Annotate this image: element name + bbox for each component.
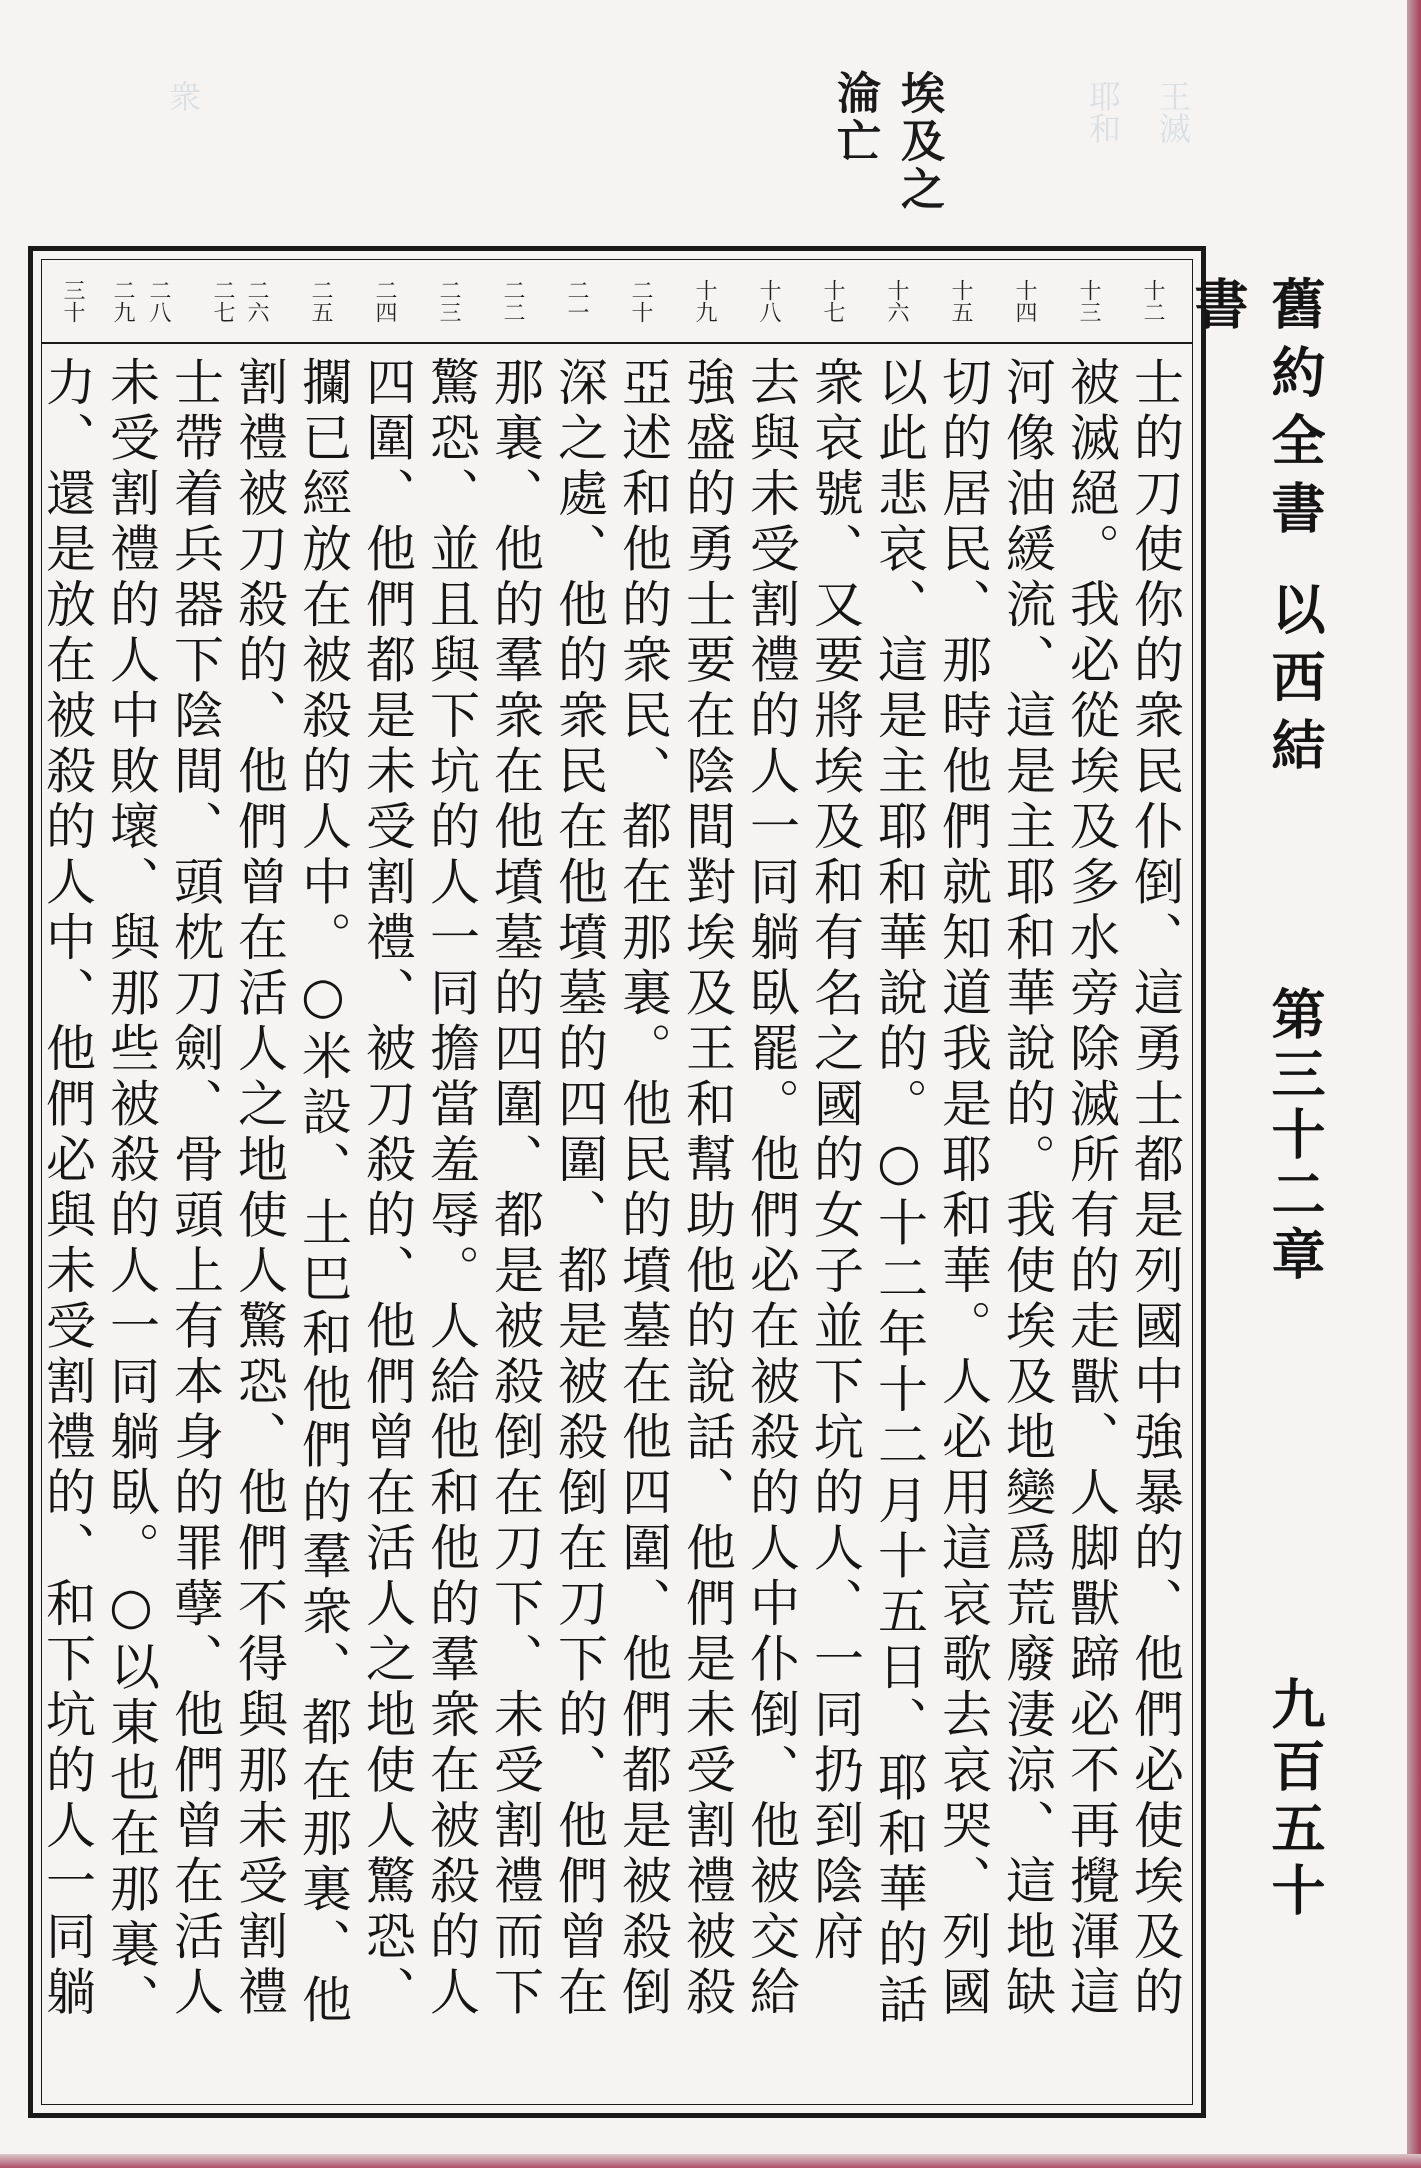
text-column: 切的居民、那時他們就知道我是耶和華。人必用這哀歌去哀哭、列國 bbox=[934, 356, 992, 2021]
verse-marker: 十七 bbox=[820, 279, 845, 323]
verse-marker: 二五 bbox=[308, 279, 333, 323]
text-column: 衆哀號、又要將埃及和有名之國的女子並下坑的人、一同扔到陰府 bbox=[806, 356, 864, 1966]
verse-marker: 十九 bbox=[692, 279, 717, 323]
text-column: 士的刀使你的衆民仆倒、這勇士都是列國中強暴的、他們必使埃及的 bbox=[1126, 356, 1184, 2021]
book-title: 舊約全書 以西結書 bbox=[1186, 276, 1327, 785]
text-column: 攔已經放在被殺的人中。○米設、土巴和他們的羣衆、都在那裏、他 bbox=[294, 356, 352, 2029]
verse-marker: 二二 bbox=[500, 279, 525, 323]
text-column: 未受割禮的人中敗壞、與那些被殺的人一同躺臥。○以東也在那裏、 bbox=[102, 356, 160, 2029]
text-column: 被滅絕。我必從埃及多水旁除滅所有的走獸、人脚獸蹄必不再攪渾這 bbox=[1062, 356, 1120, 2021]
verse-marker: 二六 bbox=[244, 279, 269, 323]
verse-marker: 十二 bbox=[1140, 279, 1165, 323]
text-column: 強盛的勇士要在陰間對埃及王和幫助他的說話、他們是未受割禮被殺 bbox=[678, 356, 736, 2021]
verse-marker: 十四 bbox=[1012, 279, 1037, 323]
text-column: 驚恐、並且與下坑的人一同擔當羞辱。人給他和他的羣衆在被殺的人 bbox=[422, 356, 480, 2021]
page-edge bbox=[1407, 0, 1421, 2168]
text-column: 河像油緩流、這是主耶和華說的。我使埃及地變爲荒廢淒涼、這地缺 bbox=[998, 356, 1056, 2021]
verse-marker: 二九 bbox=[110, 279, 135, 323]
text-column: 深之處、他的衆民在他墳墓的四圍、都是被殺倒在刀下的、他們曾在 bbox=[550, 356, 608, 2021]
verse-marker: 二四 bbox=[372, 279, 397, 323]
verse-marker: 二一 bbox=[564, 279, 589, 323]
text-frame bbox=[28, 246, 1206, 2118]
text-frame-inner bbox=[38, 259, 1193, 2105]
verse-marker: 十三 bbox=[1076, 279, 1101, 323]
text-column: 亞述和他的衆民、都在那裏。他民的墳墓在他四圍、他們都是被殺倒 bbox=[614, 356, 672, 2021]
text-column: 那裏、他的羣衆在他墳墓的四圍、都是被殺倒在刀下、未受割禮而下 bbox=[486, 356, 544, 2021]
verse-marker: 十八 bbox=[756, 279, 781, 323]
scripture-text bbox=[38, 356, 1192, 2086]
text-column: 力、還是放在被殺的人中、他們必與未受割禮的、和下坑的人一同躺 bbox=[38, 356, 96, 2021]
page-number: 九百五十 bbox=[1263, 1676, 1327, 1924]
page-bottom-edge bbox=[0, 2154, 1421, 2168]
text-column: 割禮被刀殺的、他們曾在活人之地使人驚恐、他們不得與那未受割禮 bbox=[230, 356, 288, 2021]
verse-marker: 十五 bbox=[948, 279, 973, 323]
verse-marker: 二八 bbox=[146, 279, 171, 323]
verse-marker: 三十 bbox=[60, 279, 85, 323]
verse-marker: 二十 bbox=[628, 279, 653, 323]
chapter-label: 第三十二章 bbox=[1263, 986, 1327, 1286]
verse-marker: 二七 bbox=[210, 279, 235, 323]
running-head: 埃及之淪亡 bbox=[829, 70, 944, 214]
bleed-through-text: 衆 bbox=[164, 80, 202, 112]
verse-number-strip bbox=[42, 260, 1192, 344]
text-column: 以此悲哀、這是主耶和華說的。○十二年十二月十五日、耶和華的話 bbox=[870, 356, 928, 2029]
bleed-through-text: 耶和 bbox=[1084, 80, 1122, 144]
text-column: 士帶着兵器下陰間、頭枕刀劍、骨頭上有本身的罪孽、他們曾在活人 bbox=[166, 356, 224, 2021]
verse-marker: 二三 bbox=[436, 279, 461, 323]
text-column: 四圍、他們都是未受割禮、被刀殺的、他們曾在活人之地使人驚恐、 bbox=[358, 356, 416, 2021]
verse-marker: 十六 bbox=[884, 279, 909, 323]
side-margin bbox=[1186, 246, 1390, 2118]
bleed-through-text: 王滅 bbox=[1154, 80, 1192, 144]
text-column: 去與未受割禮的人一同躺臥罷。他們必在被殺的人中仆倒、他被交給 bbox=[742, 356, 800, 2021]
